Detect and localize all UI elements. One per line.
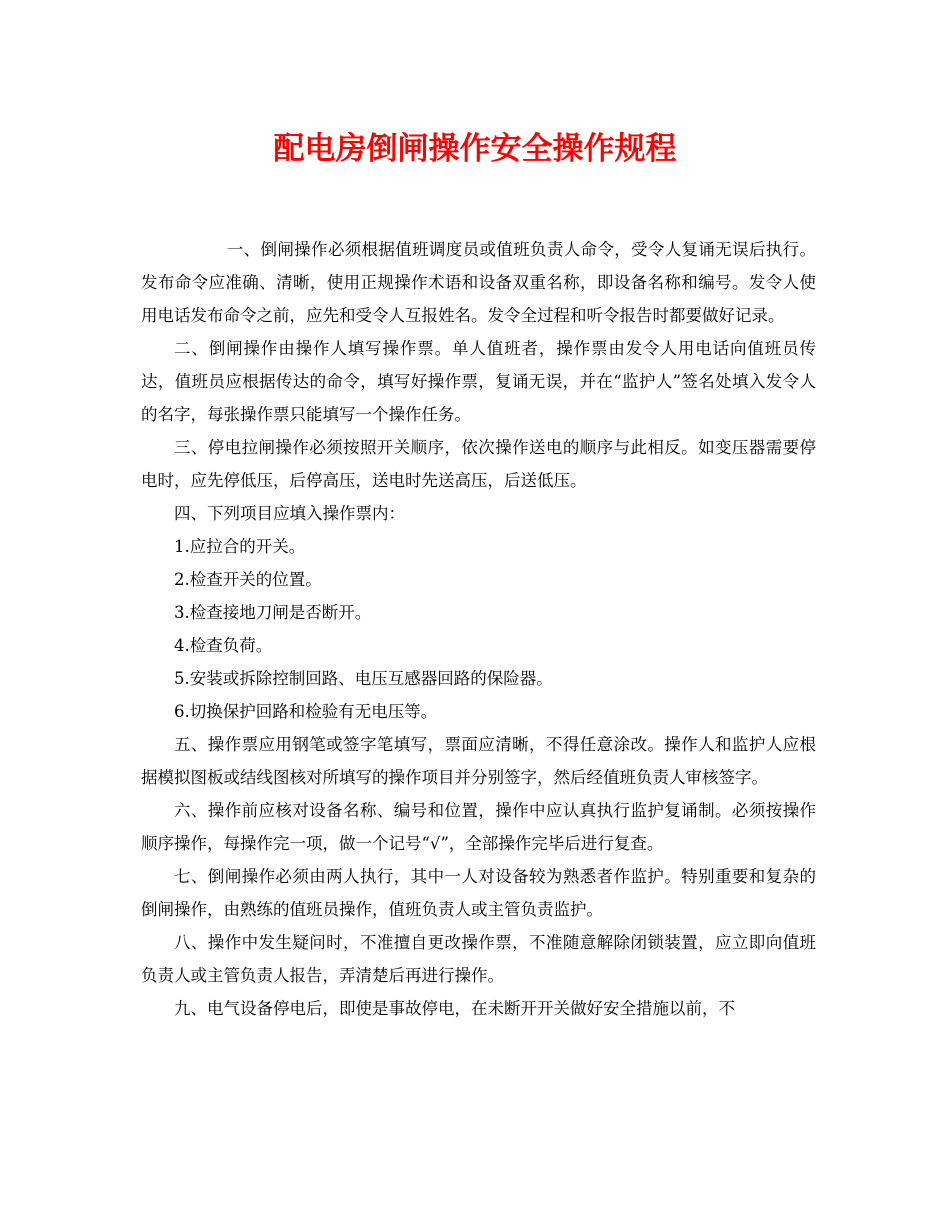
paragraph-5: 五、操作票应用钢笔或签字笔填写，票面应清晰，不得任意涂改。操作人和监护人应根据模拟图板或结线图核对所填写的操作项目并分别签字，然后经值班负责人审核签字。 [141,735,816,787]
list-item-2: 2.检查开关的位置。 [174,570,322,589]
paragraph-6: 六、操作前应核对设备名称、编号和位置，操作中应认真执行监护复诵制。必须按操作顺序操作，每操作完一项，做一个记号“√”，全部操作完毕后进行复查。 [141,801,816,853]
paragraph-8: 八、操作中发生疑问时，不准擅自更改操作票，不准随意解除闭锁装置，应立即向值班负责人或主管负责人报告，弄清楚后再进行操作。 [141,933,816,985]
list-item-3: 3.检查接地刀闸是否断开。 [174,603,372,622]
list-item-5: 5.安装或拆除控制回路、电压互感器回路的保险器。 [174,669,553,688]
paragraph-7: 七、倒闸操作必须由两人执行，其中一人对设备较为熟悉者作监护。特别重要和复杂的倒闸操作，由熟练的值班员操作，值班负责人或主管负责监护。 [141,867,816,919]
list-item-1: 1.应拉合的开关。 [174,537,306,556]
paragraph-2: 二、倒闸操作由操作人填写操作票。单人值班者，操作票由发令人用电话向值班员传达，值班员应根据传达的命令，填写好操作票，复诵无误，并在“监护人”签名处填入发令人的名字，每张操作票只能填写一个操作任务。 [141,339,816,424]
paragraph-9: 九、电气设备停电后，即使是事故停电，在未断开开关做好安全措施以前，不 [174,999,735,1018]
paragraph-4: 四、下列项目应填入操作票内： [174,504,405,523]
document-body [141,233,816,1025]
list-item-4: 4.检查负荷。 [174,636,273,655]
paragraph-3: 三、停电拉闸操作必须按照开关顺序，依次操作送电的顺序与此相反。如变压器需要停电时，应先停低压，后停高压，送电时先送高压，后送低压。 [141,438,816,490]
paragraph-1: 一、倒闸操作必须根据值班调度员或值班负责人命令，受令人复诵无误后执行。发布命令应准确、清晰，使用正规操作术语和设备双重名称，即设备名称和编号。发令人使用电话发布命令之前，应先和受令人互报姓名。发令全过程和听令报告时都要做好记录。 [141,240,816,325]
document-title: 配电房倒闸操作安全操作规程 [273,131,677,167]
list-item-6: 6.切换保护回路和检验有无电压等。 [174,702,438,721]
